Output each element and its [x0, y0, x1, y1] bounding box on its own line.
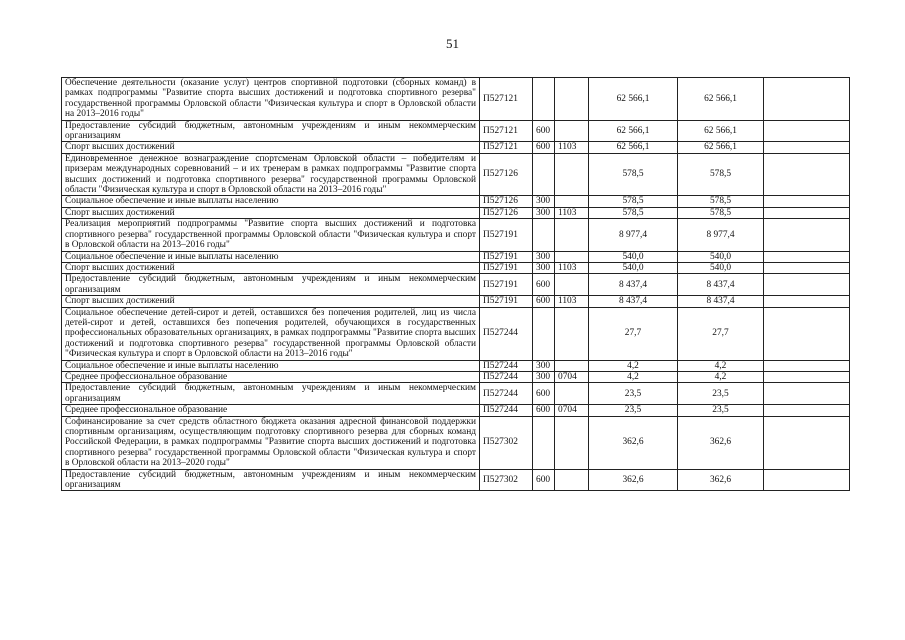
row-value-2: 8 977,4: [678, 219, 764, 251]
row-value-3: [764, 405, 850, 416]
row-section: [555, 78, 589, 121]
row-value-3: [764, 296, 850, 307]
row-code: П527244: [480, 371, 533, 382]
row-name: Социальное обеспечение и иные выплаты населению: [62, 196, 480, 207]
row-code: П527191: [480, 251, 533, 262]
row-value-1: 23,5: [589, 383, 678, 405]
row-value-1: 8 437,4: [589, 274, 678, 296]
row-value-3: [764, 196, 850, 207]
row-code: П527126: [480, 196, 533, 207]
row-section: [555, 416, 589, 469]
row-value-1: 540,0: [589, 262, 678, 273]
row-value-2: 362,6: [678, 469, 764, 491]
row-expense-type: 300: [533, 251, 555, 262]
row-value-2: 8 437,4: [678, 274, 764, 296]
row-value-3: [764, 207, 850, 218]
row-value-2: 23,5: [678, 383, 764, 405]
row-value-1: 540,0: [589, 251, 678, 262]
row-expense-type: 300: [533, 371, 555, 382]
row-value-1: 578,5: [589, 196, 678, 207]
row-expense-type: 300: [533, 207, 555, 218]
row-expense-type: 600: [533, 383, 555, 405]
row-value-1: 4,2: [589, 371, 678, 382]
table-row: [62, 383, 850, 405]
row-section: 0704: [555, 405, 589, 416]
row-expense-type: 600: [533, 405, 555, 416]
row-expense-type: 300: [533, 262, 555, 273]
row-value-2: 62 566,1: [678, 142, 764, 153]
row-name: Спорт высших достижений: [62, 142, 480, 153]
table-row: [62, 207, 850, 218]
row-value-2: 62 566,1: [678, 120, 764, 142]
row-code: П527302: [480, 416, 533, 469]
row-value-1: 578,5: [589, 153, 678, 196]
row-section: [555, 383, 589, 405]
row-code: П527191: [480, 262, 533, 273]
row-section: [555, 153, 589, 196]
table-row: [62, 153, 850, 196]
row-expense-type: [533, 307, 555, 360]
row-value-2: 578,5: [678, 207, 764, 218]
row-expense-type: 600: [533, 274, 555, 296]
budget-table: [61, 77, 850, 491]
table-row: [62, 371, 850, 382]
row-section: [555, 219, 589, 251]
row-value-3: [764, 142, 850, 153]
page-number: 51: [446, 36, 459, 51]
row-section: 1103: [555, 142, 589, 153]
row-name: Социальное обеспечение и иные выплаты населению: [62, 360, 480, 371]
row-name: Софинансирование за счет средств областного бюджета оказания адресной финансовой поддержки спортивным организациям, осуществляющим подготовку спортивного резерва для сборных команд Российской Федерации, в рамках подпрограммы "Развитие спорта высших достижений и подготовка спортивного резерва" государственной программы Орловской области "Физическая культура и спорт в Орловской области на 2013–2020 годы": [62, 416, 480, 469]
row-name: Предоставление субсидий бюджетным, автономным учреждениям и иным некоммерческим организациям: [62, 383, 480, 405]
row-code: П527244: [480, 383, 533, 405]
row-section: [555, 274, 589, 296]
row-code: П527191: [480, 219, 533, 251]
row-value-3: [764, 78, 850, 121]
table-row: [62, 307, 850, 360]
row-value-3: [764, 262, 850, 273]
row-value-1: 27,7: [589, 307, 678, 360]
row-section: 0704: [555, 371, 589, 382]
row-section: 1103: [555, 296, 589, 307]
row-section: [555, 307, 589, 360]
row-expense-type: [533, 78, 555, 121]
table-row: [62, 296, 850, 307]
row-value-3: [764, 307, 850, 360]
row-expense-type: 300: [533, 196, 555, 207]
table-row: [62, 120, 850, 142]
table-row: [62, 262, 850, 273]
row-value-3: [764, 251, 850, 262]
row-name: Обеспечение деятельности (оказание услуг) центров спортивной подготовки (сборных команд) в рамках подпрограммы "Развитие спорта высших достижений и подготовка спортивного резерва" государственной программы Орловской области "Физическая культура и спорт в Орловской области на 2013–2016 годы": [62, 78, 480, 121]
table-row: [62, 219, 850, 251]
row-value-3: [764, 153, 850, 196]
table-row: [62, 78, 850, 121]
row-code: П527121: [480, 142, 533, 153]
row-name: Среднее профессиональное образование: [62, 405, 480, 416]
row-section: 1103: [555, 262, 589, 273]
row-code: П527244: [480, 405, 533, 416]
row-expense-type: [533, 416, 555, 469]
row-value-3: [764, 371, 850, 382]
row-value-2: 4,2: [678, 360, 764, 371]
row-value-1: 8 437,4: [589, 296, 678, 307]
row-value-1: 362,6: [589, 469, 678, 491]
row-value-1: 62 566,1: [589, 120, 678, 142]
row-code: П527126: [480, 153, 533, 196]
table-row: [62, 416, 850, 469]
row-value-1: 362,6: [589, 416, 678, 469]
row-value-2: 578,5: [678, 153, 764, 196]
table-row: [62, 142, 850, 153]
row-value-2: 27,7: [678, 307, 764, 360]
row-value-3: [764, 469, 850, 491]
row-value-3: [764, 416, 850, 469]
row-value-2: 540,0: [678, 262, 764, 273]
row-name: Предоставление субсидий бюджетным, автономным учреждениям и иным некоммерческим организациям: [62, 469, 480, 491]
row-name: Единовременное денежное вознаграждение спортсменам Орловской области – победителям и призерам международных соревнований – и их тренерам в рамках подпрограммы "Развитие спорта высших достижений и подготовка спортивного резерва" государственной программы Орловской области "Физическая культура и спорт в Орловской области на 2013–2016 годы": [62, 153, 480, 196]
row-code: П527191: [480, 274, 533, 296]
row-value-3: [764, 360, 850, 371]
table-row: [62, 405, 850, 416]
table-body: [62, 78, 850, 491]
row-value-3: [764, 219, 850, 251]
row-name: Среднее профессиональное образование: [62, 371, 480, 382]
row-section: [555, 196, 589, 207]
table-row: [62, 251, 850, 262]
row-code: П527126: [480, 207, 533, 218]
row-code: П527302: [480, 469, 533, 491]
row-value-3: [764, 120, 850, 142]
table-row: [62, 360, 850, 371]
row-expense-type: 600: [533, 120, 555, 142]
row-section: [555, 120, 589, 142]
row-expense-type: 600: [533, 142, 555, 153]
row-value-2: 578,5: [678, 196, 764, 207]
row-name: Реализация мероприятий подпрограммы "Развитие спорта высших достижений и подготовка спортивного резерва" государственной программы Орловской области "Физическая культура и спорт в Орловской области на 2013–2016 годы": [62, 219, 480, 251]
row-value-3: [764, 274, 850, 296]
row-name: Спорт высших достижений: [62, 296, 480, 307]
row-section: [555, 469, 589, 491]
row-value-1: 23,5: [589, 405, 678, 416]
row-name: Спорт высших достижений: [62, 207, 480, 218]
row-value-1: 62 566,1: [589, 142, 678, 153]
row-expense-type: [533, 219, 555, 251]
row-section: [555, 360, 589, 371]
row-value-1: 8 977,4: [589, 219, 678, 251]
row-value-1: 4,2: [589, 360, 678, 371]
row-name: Предоставление субсидий бюджетным, автономным учреждениям и иным некоммерческим организациям: [62, 274, 480, 296]
row-value-2: 8 437,4: [678, 296, 764, 307]
row-expense-type: 300: [533, 360, 555, 371]
row-value-2: 62 566,1: [678, 78, 764, 121]
row-value-1: 578,5: [589, 207, 678, 218]
row-code: П527244: [480, 307, 533, 360]
row-value-1: 62 566,1: [589, 78, 678, 121]
row-value-2: 23,5: [678, 405, 764, 416]
row-code: П527191: [480, 296, 533, 307]
table-row: [62, 274, 850, 296]
row-code: П527121: [480, 78, 533, 121]
row-name: Социальное обеспечение и иные выплаты населению: [62, 251, 480, 262]
row-section: [555, 251, 589, 262]
row-value-2: 540,0: [678, 251, 764, 262]
row-expense-type: 600: [533, 296, 555, 307]
row-expense-type: [533, 153, 555, 196]
row-value-3: [764, 383, 850, 405]
row-value-2: 362,6: [678, 416, 764, 469]
table-row: [62, 469, 850, 491]
table-row: [62, 196, 850, 207]
row-name: Предоставление субсидий бюджетным, автономным учреждениям и иным некоммерческим организациям: [62, 120, 480, 142]
row-expense-type: 600: [533, 469, 555, 491]
row-name: Спорт высших достижений: [62, 262, 480, 273]
row-code: П527121: [480, 120, 533, 142]
row-value-2: 4,2: [678, 371, 764, 382]
row-name: Социальное обеспечение детей-сирот и детей, оставшихся без попечения родителей, лиц из числа детей-сирот и детей, оставшихся без попечения родителей, обучающихся в государственных профессиональных образовательных организациях, в рамках подпрограммы "Развитие спорта высших достижений и подготовка спортивного резерва" государственной программы Орловской области "Физическая культура и спорт в Орловской области на 2013–2016 годы": [62, 307, 480, 360]
row-section: 1103: [555, 207, 589, 218]
row-code: П527244: [480, 360, 533, 371]
